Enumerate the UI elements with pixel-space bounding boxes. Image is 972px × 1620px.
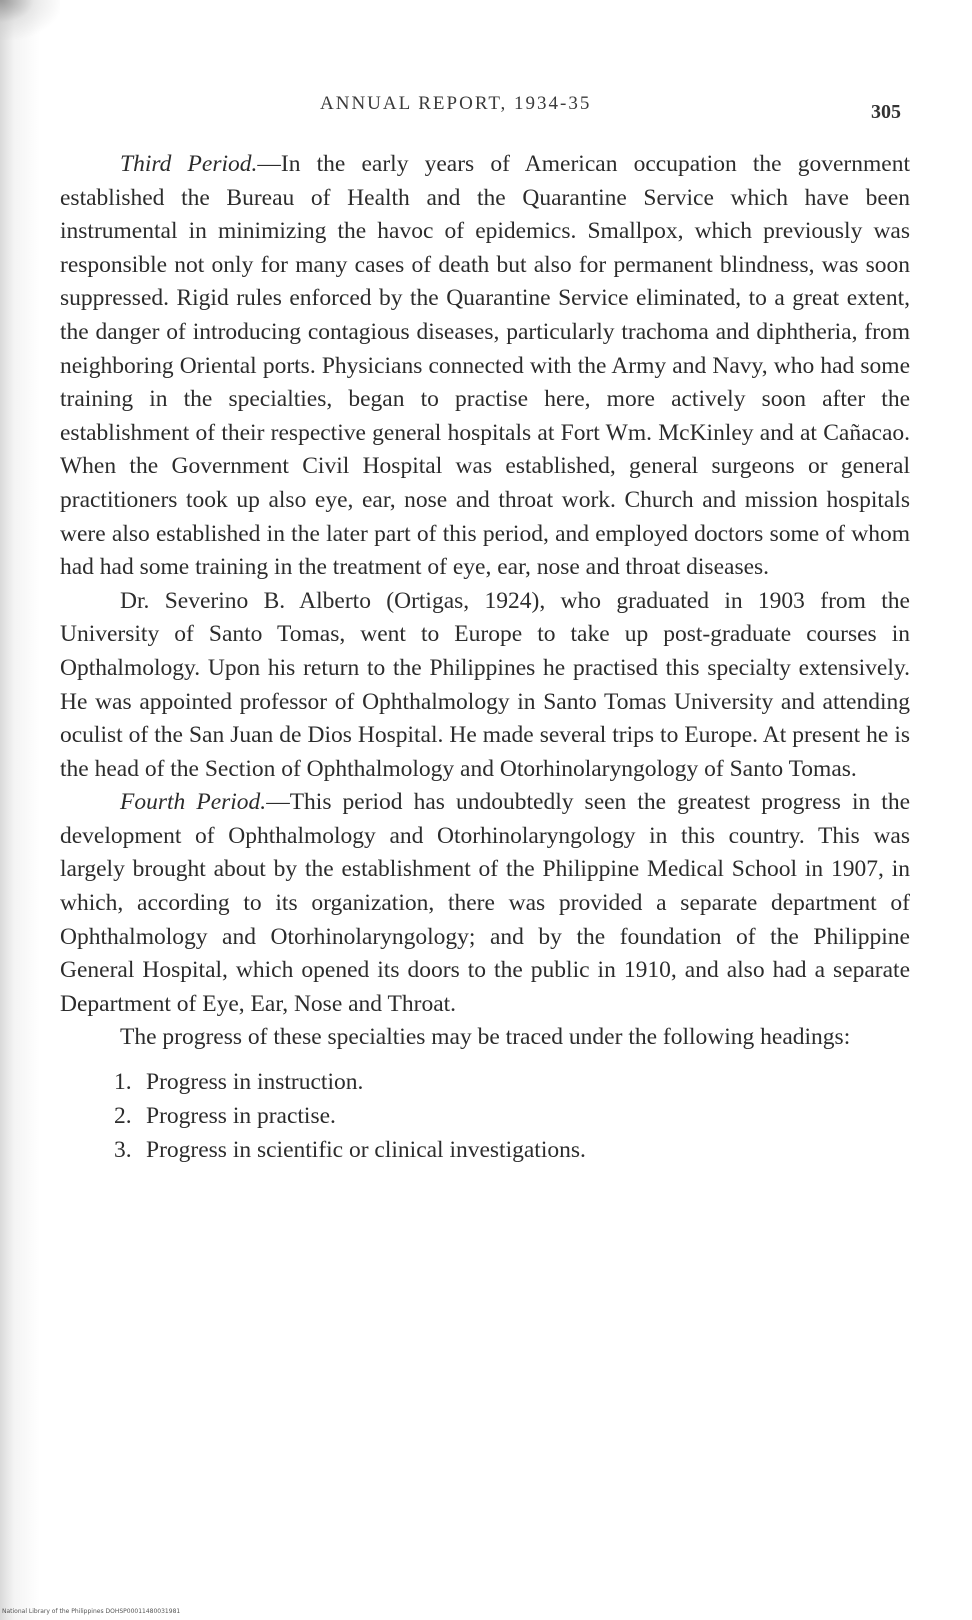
alberto-body: Dr. Severino B. Alberto (Ortigas, 1924), who graduated in 1903 from the University of Santo Tomas, went to Europe to take up post-graduate courses in Opthalmology. Upon his return to the Philippines he practised this specialty extensively. He was appointed professor of Ophthalmology in Santo Tomas University and attending oculist of the San Juan de Dios Hospital. He made several trips to Europe. At present he is the head of the Section of Ophthalmology and Otorhinolaryngology of Santo Tomas.	[60, 587, 910, 782]
page-number: 305	[871, 101, 901, 123]
headings-list	[60, 1065, 910, 1167]
list-item	[114, 1065, 910, 1099]
paragraph-fourth-period	[60, 786, 910, 1021]
list-item-text: Progress in scientific or clinical investigations.	[146, 1137, 586, 1164]
running-title: ANNUAL REPORT, 1934-35	[320, 93, 592, 114]
progress-intro-body: The progress of these specialties may be traced under the following headings:	[120, 1024, 851, 1051]
third-period-heading: Third Period.	[120, 151, 258, 177]
list-item	[114, 1099, 910, 1133]
third-period-body: —In the early years of American occupation the government established the Bureau of Health and the Quarantine Service which have been instrumental in minimizing the havoc of epidemics. Smallpox, which previously was responsible not only for many cases of death but also for permanent blindness, was soon suppressed. Rigid rules enforced by the Quarantine Service eliminated, to a great extent, the danger of introducing contagious diseases, particularly trachoma and diphtheria, from neighboring Oriental ports. Physicians connected with the Army and Navy, who had some training in the specialties, began to practise here, more actively soon after the establishment of their respective general hospitals at Fort Wm. McKinley and at Cañacao. When the Government Civil Hospital was established, general surgeons or general practitioners took up also eye, ear, nose and throat work. Church and mission hospitals were also established in the later part of this period, and employed doctors some of whom had had some training in the treatment of eye, ear, nose and throat diseases.	[60, 151, 910, 581]
list-item	[114, 1133, 910, 1167]
fourth-period-heading: Fourth Period.	[120, 789, 267, 816]
list-item-number: 1.	[114, 1069, 132, 1096]
fourth-period-body: —This period has undoubtedly seen the greatest progress in the development of Ophthalmology and Otorhinolaryngology in this country. This was largely brought about by the establishment of the Philippine Medical School in 1907, in which, according to its organization, there was provided a separate department of Ophthalmology and Otorhinolaryngology; and by the foundation of the Philippine General Hospital, which opened its doors to the public in 1910, and also had a separate Department of Eye, Ear, Nose and Throat.	[60, 789, 910, 1017]
scan-credit-footer: National Library of the Philippines DOHSP00011480031981	[2, 1608, 181, 1615]
list-item-text: Progress in instruction.	[146, 1069, 364, 1096]
paragraph-third-period	[60, 148, 910, 585]
list-item-number: 3.	[114, 1137, 132, 1164]
paragraph-alberto	[60, 585, 910, 787]
body-text	[60, 148, 910, 1167]
paragraph-progress-intro	[60, 1021, 910, 1055]
list-item-number: 2.	[114, 1103, 132, 1130]
scan-corner-shadow	[0, 0, 60, 40]
list-item-text: Progress in practise.	[146, 1103, 336, 1130]
